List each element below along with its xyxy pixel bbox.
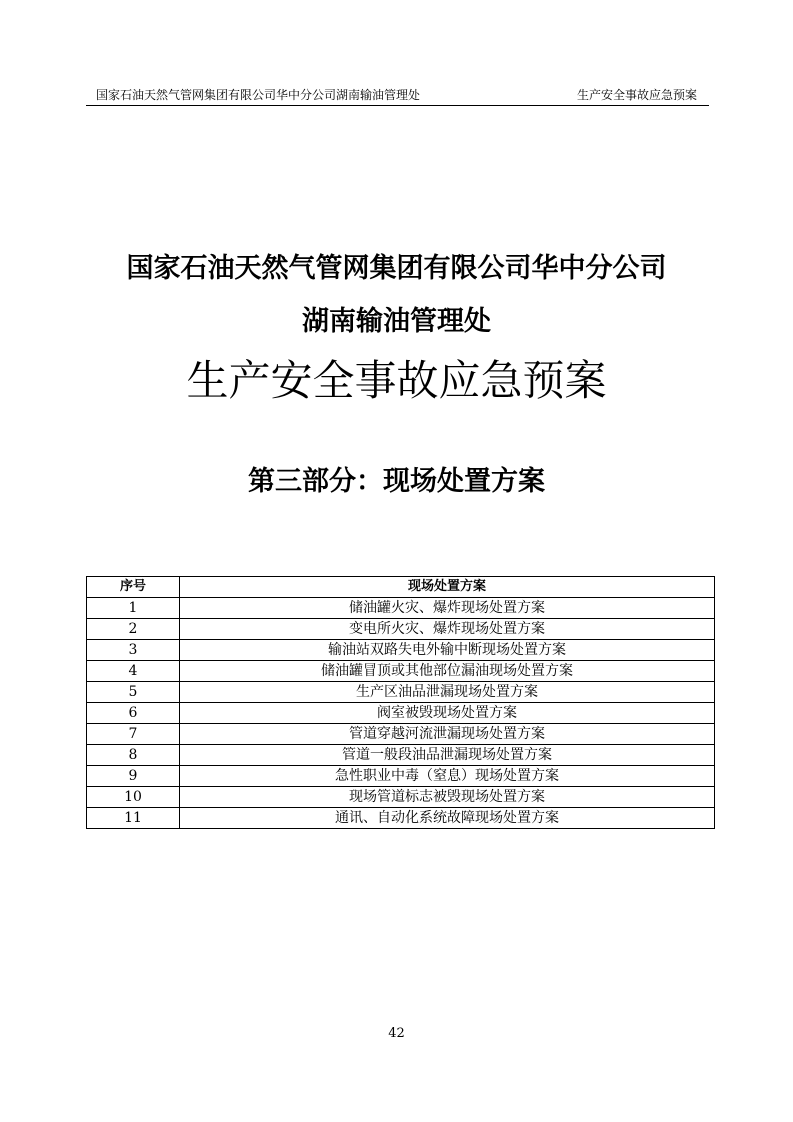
- table-row: [87, 724, 715, 745]
- table-row: [87, 787, 715, 808]
- row-plan: 储油罐火灾、爆炸现场处置方案: [180, 598, 715, 619]
- table-row: [87, 745, 715, 766]
- row-plan: 管道一般段油品泄漏现场处置方案: [180, 745, 715, 766]
- row-plan: 通讯、自动化系统故障现场处置方案: [180, 808, 715, 829]
- header-document-title: 生产安全事故应急预案: [576, 88, 697, 102]
- page-number: 42: [388, 1026, 405, 1041]
- row-number: 1: [87, 598, 180, 619]
- row-number: 9: [87, 766, 180, 787]
- row-plan: 管道穿越河流泄漏现场处置方案: [180, 724, 715, 745]
- row-number: 3: [87, 640, 180, 661]
- title-department: 湖南输油管理处: [302, 306, 491, 337]
- title-document: 生产安全事故应急预案: [186, 356, 607, 405]
- row-number: 11: [87, 808, 180, 829]
- section-title: 第三部分：现场处置方案: [248, 466, 545, 497]
- table-row: [87, 808, 715, 829]
- row-plan: 急性职业中毒（窒息）现场处置方案: [180, 766, 715, 787]
- row-plan: 生产区油品泄漏现场处置方案: [180, 682, 715, 703]
- table-header-row: [87, 577, 715, 598]
- column-header-plan: 现场处置方案: [180, 577, 715, 598]
- table-row: [87, 682, 715, 703]
- row-number: 4: [87, 661, 180, 682]
- row-number: 8: [87, 745, 180, 766]
- table-row: [87, 703, 715, 724]
- table-row: [87, 766, 715, 787]
- plans-table: [86, 576, 715, 829]
- header-organization: 国家石油天然气管网集团有限公司华中分公司湖南输油管理处: [96, 88, 421, 102]
- row-number: 5: [87, 682, 180, 703]
- table-row: [87, 640, 715, 661]
- row-plan: 现场管道标志被毁现场处置方案: [180, 787, 715, 808]
- row-number: 6: [87, 703, 180, 724]
- title-organization: 国家石油天然气管网集团有限公司华中分公司: [126, 253, 667, 284]
- table-row: [87, 619, 715, 640]
- table-row: [87, 661, 715, 682]
- row-number: 2: [87, 619, 180, 640]
- page-header: [86, 87, 709, 106]
- row-plan: 储油罐冒顶或其他部位漏油现场处置方案: [180, 661, 715, 682]
- row-plan: 输油站双路失电外输中断现场处置方案: [180, 640, 715, 661]
- column-header-number: 序号: [87, 577, 180, 598]
- row-plan: 阀室被毁现场处置方案: [180, 703, 715, 724]
- row-number: 7: [87, 724, 180, 745]
- table-row: [87, 598, 715, 619]
- row-number: 10: [87, 787, 180, 808]
- row-plan: 变电所火灾、爆炸现场处置方案: [180, 619, 715, 640]
